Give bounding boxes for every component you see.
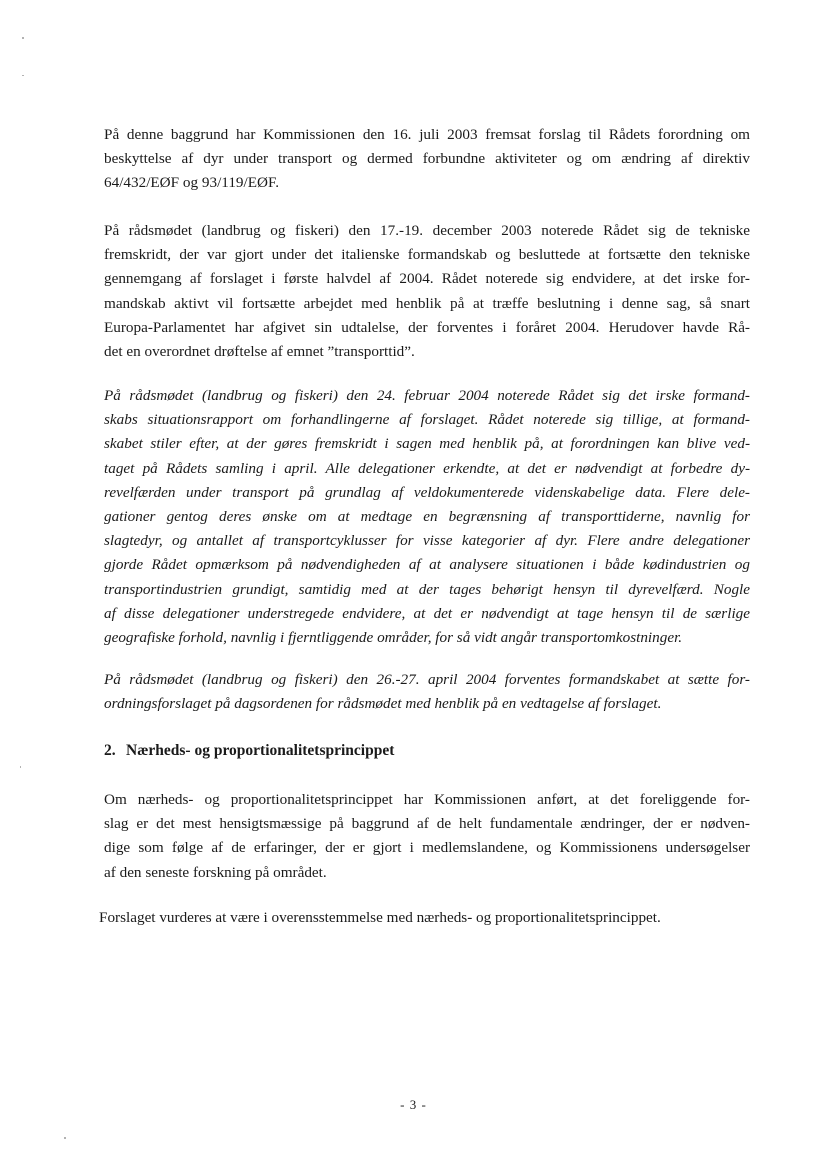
paragraph-line: geografiske forhold, navnlig i fjerntliggende områder, for så vidt angår transportomkostninger. [104, 629, 683, 647]
paragraph-line: det en overordnet drøftelse af emnet ”transporttid”. [104, 343, 415, 361]
paragraph-4 [104, 668, 750, 716]
paragraph-line: 64/432/EØF og 93/119/EØF. [104, 174, 279, 192]
paragraph-line: beskyttelse af dyr under transport og dermed forbundne aktiviteter og om ændring af direktiv [104, 150, 750, 168]
paragraph-line: slagtedyr, og antallet af transportcyklusser for visse kategorier af dyr. Flere andre delegationer [104, 532, 750, 550]
paragraph-line: fremskridt, der var gjort under det italienske formandskab og besluttede at fortsætte den tekniske [104, 246, 750, 264]
scan-speck [22, 75, 24, 76]
scan-speck [20, 766, 21, 768]
paragraph-2 [104, 219, 750, 364]
paragraph-line: Om nærheds- og proportionalitetsprincippet har Kommissionen anført, at det foreliggende for- [104, 791, 750, 808]
scan-speck [22, 37, 24, 39]
paragraph-line: Europa-Parlamentet har afgivet sin udtalelse, der forventes i foråret 2004. Herudover havde Rå- [104, 318, 750, 336]
paragraph-line: gjorde Rådet opmærksom på nødvendigheden af at analysere situationen i både kødindustrien og [104, 556, 750, 574]
conclusion-sentence: Forslaget vurderes at være i overensstemmelse med nærheds- og proportionalitetsprincippet. [99, 909, 661, 926]
scan-speck [64, 1137, 66, 1139]
paragraph-line: af den seneste forskning på området. [104, 863, 327, 881]
paragraph-line: skabet stiler efter, at der gøres fremskridt i sagen med henblik på, at forordningen kan blive ved- [104, 435, 750, 453]
section-heading [104, 740, 394, 762]
paragraph-line: På rådsmødet (landbrug og fiskeri) den 26.-27. april 2004 forventes formandskabet at sætte for- [104, 671, 750, 688]
paragraph-line: taget på Rådets samling i april. Alle delegationer erkendte, at det er nødvendigt at forbedre dy- [104, 459, 750, 477]
paragraph-line: slag er det mest hensigtsmæssige på baggrund af de helt fundamentale ændringer, der er nødven- [104, 815, 750, 833]
paragraph-line: mandskab aktivt vil fortsætte arbejdet med henblik på at træffe beslutning i denne sag, så snart [104, 294, 750, 312]
paragraph-3 [104, 384, 750, 650]
paragraph-line: På rådsmødet (landbrug og fiskeri) den 17.-19. december 2003 noterede Rådet sig de tekniske [104, 222, 750, 239]
section-title: Nærheds- og proportionalitetsprincippet [126, 742, 395, 759]
principle-paragraph [104, 788, 750, 885]
paragraph-line: transportindustrien grundigt, samtidig med at der tages behørigt hensyn til dyrevelfærd. Nogle [104, 580, 750, 598]
paragraph-1 [104, 123, 750, 196]
paragraph-line: På rådsmødet (landbrug og fiskeri) den 24. februar 2004 noterede Rådet sig det irske formand- [104, 387, 750, 404]
page-number: - 3 - [400, 1097, 427, 1112]
paragraph-line: ordningsforslaget på dagsordenen for rådsmødet med henblik på en vedtagelse af forslaget. [104, 695, 662, 713]
paragraph-line: revelfærden under transport på grundlag af veldokumenterede videnskabelige data. Flere dele- [104, 483, 750, 501]
paragraph-line: dige som følge af de erfaringer, der er gjort i medlemslandene, og Kommissionens undersøgelser [104, 839, 750, 857]
paragraph-line: gationer gentog deres ønske om at medtage en begrænsning af transporttiderne, navnlig for [104, 508, 750, 526]
paragraph-line: gennemgang af forslaget i første halvdel af 2004. Rådet noterede sig endvidere, at det irske for- [104, 270, 750, 288]
paragraph-line: På denne baggrund har Kommissionen den 16. juli 2003 fremsat forslag til Rådets forordning om [104, 126, 750, 143]
paragraph-line: skabs situationsrapport om forhandlingerne af forslaget. Rådet noterede sig tillige, at formand- [104, 411, 750, 429]
paragraph-line: af disse delegationer understregede endvidere, at det er nødvendigt at tage hensyn til de særlige [104, 604, 750, 622]
section-number: 2. [104, 742, 116, 759]
